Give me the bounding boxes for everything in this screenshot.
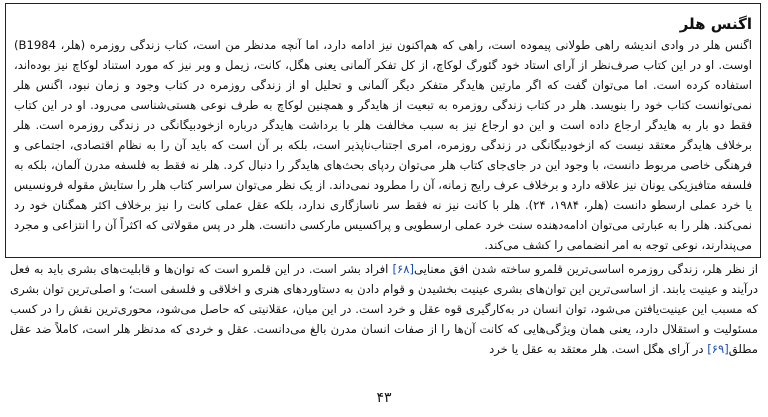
- footnote-link-69[interactable]: [۶۹]: [707, 342, 729, 356]
- body-text-part-3: در آرای هگل است. هلر معتقد به عقل یا خرد: [489, 342, 708, 356]
- body-text: [10, 259, 758, 359]
- boxed-section: [5, 3, 761, 258]
- box-paragraph: اگنس هلر در وادی اندیشه راهی طولانی پیموده است، راهی که هم‌اکنون نیز ادامه دارد، اما آنچه مدنظر من است، کتاب زندگی روزمره (هلر، B1984) اوست. او در این کتاب صرف‌نظر از آرای استاد خود گئورگ لوکاچ، از کل تفکر آلمانی یعنی هگل، کانت، زیمل و وبر نیز که مورد استناد لوکاچ نیز بوده‌اند، استفاده کرده است. اما می‌توان گفت که اگر مارتین هایدگر متفکر دیگر آلمانی و تحلیل او از زندگی روزمره در کتاب وجود و زمان نبود، اگنس هلر نمی‌توانست کتاب خود را بنویسد. هلر در کتاب زندگی روزمره به تبعیت از هایدگر و همچنین لوکاچ به طرف نوعی هستی‌شناسی می‌رود. او در این کتاب فقط دو بار به هایدگر ارجاع داده است و این دو ارجاع نیز به سبب مخالفت هلر با برداشت هایدگر درباره ازخودبیگانگی در زندگی روزمره است. هلر برخلاف هایدگر معتقد نیست که ازخودبیگانگی در زندگی روزمره، امری اجتناب‌ناپذیر است، بلکه بر آن است که باید آن را به نظام اقتصادی، اجتماعی و فرهنگی خاصی مربوط دانست، با وجود این در جای‌جای کتاب هلر می‌توان ردپای بحث‌های هایدگر را دنبال کرد. هلر نه فقط به فلسفه مدرن آلمان، بلکه به فلسفه متافیزیکی یونان نیز علاقه دارد و برخلاف عرف رایج زمانه، آن را مطرود نمی‌داند. از یک نظر می‌توان سراسر کتاب هلر را ستایش مقوله فرونسیس یا خرد عملی ارسطو دانست (هلر، ۱۹۸۴، ۲۴). هلر با کانت نیز نه فقط سر ناسازگاری ندارد، بلکه عقل عملی کانت را نیز برخلاف اکثر همگنان خود رد نمی‌کند. هلر را به عبارتی می‌توان ادامه‌دهنده سنت خرد عملی ارسطویی و پراکسیس مارکسی دانست. هلر در پس مقولاتی که اکثراً آن را انتزاعی و مجرد می‌پندارند، نوعی توجه به امر انضمامی را کشف می‌کند.: [14, 38, 752, 252]
- footnote-link-68[interactable]: [۶۸]: [392, 262, 414, 276]
- body-text-part-1: از نظر هلر، زندگی روزمره اساسی‌ترین قلمرو ساخته شدن افق معنایی: [413, 262, 759, 276]
- section-heading: اگنس هلر: [679, 15, 752, 33]
- body-paragraph: [10, 259, 758, 359]
- page-number: ۴۳: [376, 390, 392, 406]
- body-text-part-2: افراد بشر است. در این قلمرو است که توان‌ها و قابلیت‌های بشری باید به فعل درآیند و عینیت یابند. از اساسی‌ترین این توان‌های بشری عینیت بخشیدن و قوام دادن به دستاوردهای هنری و اخلاقی و فلسفی است؛ و اصلی‌ترین توان بشری که مسبب این عینیت‌یافتن می‌شود، توان انسان در به‌کارگیری قوه عقل و خرد است. در این میان، عقلانیتی که حاصل می‌شود، محوری‌ترین نقش را در کسب مسئولیت و استقلال دارد، یعنی همان ویژگی‌هایی که کانت آن‌ها را از صفات انسان مدرن بالغ می‌دانست. عقل و خردی که مدنظر هلر است، کاملاً ضد عقل مطلق: [10, 262, 758, 356]
